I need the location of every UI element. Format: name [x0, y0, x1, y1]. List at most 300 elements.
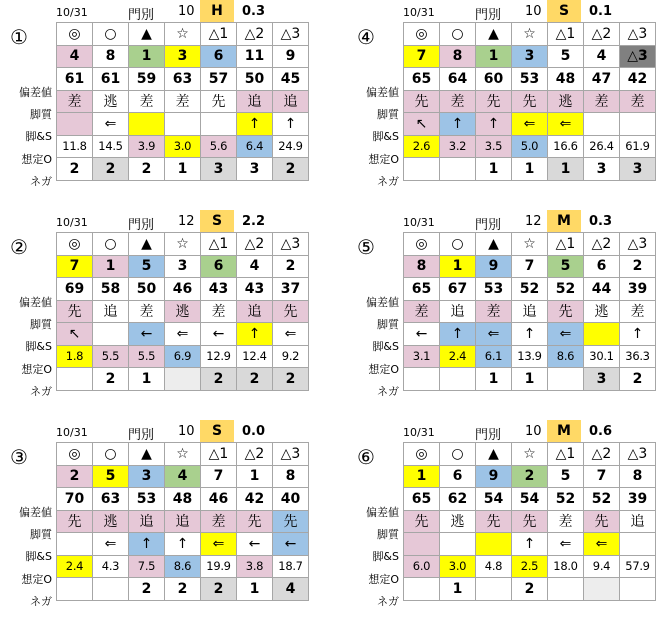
track-bias-value: 0.3	[242, 4, 266, 19]
odds-cell: 4.3	[93, 555, 129, 578]
horse-number-cell: 1	[93, 255, 129, 278]
horse-number-cell: 2	[512, 465, 548, 488]
score-cell: 42	[237, 488, 273, 511]
negative-cell: 3	[237, 158, 273, 181]
grid-row	[57, 135, 309, 158]
score-cell: 43	[201, 278, 237, 301]
negative-cell: 1	[129, 368, 165, 391]
race-header	[0, 0, 330, 22]
score-cell: 42	[620, 68, 656, 91]
negative-cell: 1	[512, 368, 548, 391]
odds-cell: 3.1	[404, 345, 440, 368]
running-style-cell: 先	[201, 90, 237, 113]
odds-cell: 14.5	[93, 135, 129, 158]
horse-number-cell: 3	[512, 45, 548, 68]
pace-arrow-cell: ⇐	[93, 113, 129, 136]
row-label: 偏差値	[366, 506, 399, 519]
row-label: 脚&S	[372, 130, 399, 143]
grid-row	[404, 533, 656, 556]
pace-arrow-cell: ↖	[57, 323, 93, 346]
negative-cell: 2	[129, 158, 165, 181]
running-style-cell: 逃	[165, 300, 201, 323]
pace-arrow-cell	[57, 113, 93, 136]
odds-cell: 6.0	[404, 555, 440, 578]
grid-row	[404, 300, 656, 323]
score-cell: 39	[620, 488, 656, 511]
race-index: ③	[10, 445, 28, 469]
score-cell: 37	[273, 278, 309, 301]
row-label: ネガ	[377, 175, 399, 188]
running-style-cell: 差	[201, 300, 237, 323]
race-panel	[0, 0, 330, 200]
odds-cell: 5.6	[201, 135, 237, 158]
running-style-cell: 追	[440, 300, 476, 323]
row-label: 想定O	[21, 153, 52, 166]
horse-number-cell: 5	[548, 465, 584, 488]
pace-arrow-cell: ←	[201, 323, 237, 346]
running-style-cell: 差	[548, 510, 584, 533]
running-style-cell: 追	[129, 510, 165, 533]
score-cell: 50	[237, 68, 273, 91]
pace-arrow-cell: ⇐	[273, 323, 309, 346]
score-cell: 65	[404, 488, 440, 511]
pace-arrow-cell: ⇐	[165, 323, 201, 346]
horse-number-cell: 6	[584, 255, 620, 278]
race-number: 10	[178, 4, 195, 19]
row-label: 脚質	[30, 318, 52, 331]
row-label: ネガ	[377, 385, 399, 398]
negative-cell: 3	[620, 158, 656, 181]
negative-cell	[404, 158, 440, 181]
grid-row	[404, 368, 656, 391]
pace-arrow-cell: ↑	[237, 113, 273, 136]
header-cell: ○	[440, 23, 476, 46]
negative-cell: 2	[93, 368, 129, 391]
race-grid	[56, 22, 309, 181]
grid-row	[404, 113, 656, 136]
negative-cell	[404, 578, 440, 601]
race-venue: 門別	[475, 218, 502, 233]
score-cell: 53	[512, 68, 548, 91]
negative-cell	[440, 158, 476, 181]
race-number: 10	[525, 424, 542, 439]
score-cell: 57	[201, 68, 237, 91]
header-cell: ◎	[57, 233, 93, 256]
grid-row	[404, 510, 656, 533]
pace-arrow-cell: ⇐	[201, 533, 237, 556]
negative-cell	[165, 368, 201, 391]
running-style-cell: 差	[476, 300, 512, 323]
running-style-cell: 追	[165, 510, 201, 533]
horse-number-cell: 4	[584, 45, 620, 68]
header-cell: ☆	[165, 233, 201, 256]
row-label: ネガ	[377, 595, 399, 608]
header-cell: ○	[93, 23, 129, 46]
grid-row	[404, 255, 656, 278]
grid-row	[57, 233, 309, 256]
pace-arrow-cell: ↑	[237, 323, 273, 346]
header-cell: △1	[548, 443, 584, 466]
grid-row	[57, 90, 309, 113]
grid-row	[404, 90, 656, 113]
race-header	[0, 420, 330, 442]
header-cell: △2	[584, 233, 620, 256]
pace-arrow-cell: ↑	[440, 113, 476, 136]
pace-arrow-cell: ⇐	[548, 113, 584, 136]
odds-cell: 5.5	[93, 345, 129, 368]
horse-number-cell: 3	[165, 255, 201, 278]
horse-number-cell: 7	[201, 465, 237, 488]
running-style-cell: 差	[584, 90, 620, 113]
running-style-cell: 先	[584, 510, 620, 533]
row-label: 脚質	[377, 318, 399, 331]
race-header	[347, 420, 663, 442]
header-cell: ◎	[57, 23, 93, 46]
score-cell: 53	[129, 488, 165, 511]
track-condition: S	[200, 420, 234, 442]
odds-cell: 3.8	[237, 555, 273, 578]
negative-cell	[620, 578, 656, 601]
grid-row	[57, 158, 309, 181]
race-date: 10/31	[403, 6, 435, 19]
grid-row	[57, 488, 309, 511]
pace-arrow-cell: ←	[273, 533, 309, 556]
track-condition: S	[547, 0, 581, 22]
grid-row	[57, 323, 309, 346]
odds-cell: 61.9	[620, 135, 656, 158]
horse-number-cell: 1	[237, 465, 273, 488]
score-cell: 59	[129, 68, 165, 91]
odds-cell: 5.0	[512, 135, 548, 158]
race-venue: 門別	[128, 428, 155, 443]
score-cell: 52	[512, 278, 548, 301]
score-cell: 46	[165, 278, 201, 301]
header-cell: ◎	[404, 443, 440, 466]
horse-number-cell: 9	[476, 465, 512, 488]
pace-arrow-cell: ⇐	[476, 323, 512, 346]
row-label: ネガ	[30, 175, 52, 188]
pace-arrow-cell: ←	[404, 323, 440, 346]
track-condition: S	[200, 210, 234, 232]
odds-cell: 18.7	[273, 555, 309, 578]
header-cell: ☆	[512, 233, 548, 256]
track-condition: M	[547, 420, 581, 442]
horse-number-cell: 1	[440, 255, 476, 278]
horse-number-cell: 6	[440, 465, 476, 488]
running-style-cell: 追	[93, 300, 129, 323]
race-date: 10/31	[56, 216, 88, 229]
header-cell: △3	[620, 233, 656, 256]
horse-number-cell: 1	[129, 45, 165, 68]
grid-row	[404, 555, 656, 578]
header-cell: ▲	[476, 23, 512, 46]
row-label: 偏差値	[19, 86, 52, 99]
horse-number-cell: 3	[165, 45, 201, 68]
odds-cell: 12.4	[237, 345, 273, 368]
horse-number-cell: 9	[273, 45, 309, 68]
negative-cell: 2	[93, 158, 129, 181]
horse-number-cell: 4	[57, 45, 93, 68]
odds-cell: 7.5	[129, 555, 165, 578]
row-label: 想定O	[21, 573, 52, 586]
running-style-cell: 差	[440, 90, 476, 113]
grid-row	[404, 23, 656, 46]
grid-row	[404, 443, 656, 466]
horse-number-cell: 6	[201, 255, 237, 278]
header-cell: △3	[273, 233, 309, 256]
running-style-cell: 先	[57, 300, 93, 323]
horse-number-cell: 7	[57, 255, 93, 278]
negative-cell: 1	[237, 578, 273, 601]
running-style-cell: 先	[237, 510, 273, 533]
running-style-cell: 差	[201, 510, 237, 533]
row-label: 脚&S	[372, 340, 399, 353]
horse-number-cell: 7	[584, 465, 620, 488]
score-cell: 47	[584, 68, 620, 91]
negative-cell: 2	[129, 578, 165, 601]
race-grid	[56, 442, 309, 601]
running-style-cell: 先	[512, 90, 548, 113]
negative-cell	[404, 368, 440, 391]
header-cell: △3	[273, 443, 309, 466]
grid-row	[404, 465, 656, 488]
running-style-cell: 先	[273, 300, 309, 323]
header-cell: ○	[440, 443, 476, 466]
pace-arrow-cell: ↑	[165, 533, 201, 556]
negative-cell	[57, 368, 93, 391]
score-cell: 58	[93, 278, 129, 301]
negative-cell: 2	[237, 368, 273, 391]
horse-number-cell: 8	[440, 45, 476, 68]
pace-arrow-cell: ⇐	[548, 323, 584, 346]
score-cell: 45	[273, 68, 309, 91]
horse-number-cell: 6	[201, 45, 237, 68]
race-header	[347, 210, 663, 232]
pace-arrow-cell: ←	[237, 533, 273, 556]
negative-cell: 2	[201, 578, 237, 601]
score-cell: 67	[440, 278, 476, 301]
odds-cell: 30.1	[584, 345, 620, 368]
score-cell: 61	[57, 68, 93, 91]
pace-arrow-cell: ↑	[512, 533, 548, 556]
header-cell: △1	[548, 23, 584, 46]
horse-number-cell: △3	[620, 45, 656, 68]
grid-row	[57, 113, 309, 136]
score-cell: 44	[584, 278, 620, 301]
odds-cell: 57.9	[620, 555, 656, 578]
race-date: 10/31	[403, 426, 435, 439]
odds-cell: 9.4	[584, 555, 620, 578]
grid-row	[57, 555, 309, 578]
negative-cell: 2	[273, 158, 309, 181]
odds-cell: 36.3	[620, 345, 656, 368]
negative-cell: 2	[620, 368, 656, 391]
pace-arrow-cell: ↑	[512, 323, 548, 346]
grid-row	[57, 465, 309, 488]
header-cell: ▲	[476, 443, 512, 466]
row-label: 脚&S	[25, 550, 52, 563]
running-style-cell: 先	[512, 510, 548, 533]
race-venue: 門別	[475, 428, 502, 443]
running-style-cell: 差	[404, 300, 440, 323]
odds-cell: 3.9	[129, 135, 165, 158]
score-cell: 69	[57, 278, 93, 301]
row-label: 偏差値	[19, 296, 52, 309]
grid-row	[404, 278, 656, 301]
horse-number-cell: 9	[476, 255, 512, 278]
header-cell: △2	[584, 23, 620, 46]
negative-cell	[584, 578, 620, 601]
odds-cell: 3.0	[440, 555, 476, 578]
race-venue: 門別	[128, 8, 155, 23]
track-bias-value: 2.2	[242, 214, 266, 229]
row-label: ネガ	[30, 385, 52, 398]
score-cell: 52	[548, 278, 584, 301]
running-style-cell: 先	[404, 90, 440, 113]
header-cell: △1	[201, 443, 237, 466]
header-cell: ▲	[129, 23, 165, 46]
grid-row	[57, 45, 309, 68]
pace-arrow-cell	[584, 323, 620, 346]
row-label: ネガ	[30, 595, 52, 608]
horse-number-cell: 11	[237, 45, 273, 68]
pace-arrow-cell	[93, 323, 129, 346]
running-style-cell: 逃	[584, 300, 620, 323]
pace-arrow-cell	[201, 113, 237, 136]
pace-arrow-cell	[129, 113, 165, 136]
running-style-cell: 差	[57, 90, 93, 113]
header-cell: △1	[201, 23, 237, 46]
row-label: 想定O	[368, 153, 399, 166]
header-cell: △2	[237, 443, 273, 466]
score-cell: 65	[404, 278, 440, 301]
pace-arrow-cell: ⇐	[548, 533, 584, 556]
score-cell: 43	[237, 278, 273, 301]
grid-row	[57, 23, 309, 46]
horse-number-cell: 8	[404, 255, 440, 278]
grid-row	[57, 255, 309, 278]
race-venue: 門別	[475, 8, 502, 23]
running-style-cell: 追	[512, 300, 548, 323]
horse-number-cell: 1	[404, 465, 440, 488]
score-cell: 62	[440, 488, 476, 511]
grid-row	[404, 488, 656, 511]
horse-number-cell: 5	[548, 45, 584, 68]
horse-number-cell: 7	[512, 255, 548, 278]
negative-cell: 1	[476, 158, 512, 181]
row-label: 脚&S	[25, 130, 52, 143]
running-style-cell: 先	[273, 510, 309, 533]
header-cell: ☆	[512, 23, 548, 46]
score-cell: 63	[165, 68, 201, 91]
race-grid	[56, 232, 309, 391]
negative-cell: 2	[512, 578, 548, 601]
odds-cell: 1.8	[57, 345, 93, 368]
odds-cell: 6.1	[476, 345, 512, 368]
negative-cell: 3	[584, 158, 620, 181]
horse-number-cell: 5	[93, 465, 129, 488]
pace-arrow-cell: ↑	[620, 323, 656, 346]
score-cell: 54	[476, 488, 512, 511]
negative-cell: 3	[201, 158, 237, 181]
running-style-cell: 逃	[93, 510, 129, 533]
score-cell: 70	[57, 488, 93, 511]
horse-number-cell: 7	[404, 45, 440, 68]
negative-cell	[57, 578, 93, 601]
track-condition: H	[200, 0, 234, 22]
race-date: 10/31	[403, 216, 435, 229]
row-label: 脚&S	[372, 550, 399, 563]
score-cell: 52	[548, 488, 584, 511]
odds-cell: 2.6	[404, 135, 440, 158]
score-cell: 40	[273, 488, 309, 511]
grid-row	[57, 533, 309, 556]
race-date: 10/31	[56, 6, 88, 19]
header-cell: ☆	[512, 443, 548, 466]
race-index: ④	[357, 25, 375, 49]
running-style-cell: 先	[57, 510, 93, 533]
negative-cell: 4	[273, 578, 309, 601]
odds-cell: 24.9	[273, 135, 309, 158]
row-label: 脚&S	[25, 340, 52, 353]
score-cell: 48	[165, 488, 201, 511]
odds-cell: 2.4	[440, 345, 476, 368]
header-cell: ◎	[404, 23, 440, 46]
race-index: ⑤	[357, 235, 375, 259]
pace-arrow-cell	[404, 533, 440, 556]
negative-cell: 1	[476, 368, 512, 391]
odds-cell: 19.9	[201, 555, 237, 578]
score-cell: 46	[201, 488, 237, 511]
grid-row	[404, 158, 656, 181]
track-bias-value: 0.1	[589, 4, 613, 19]
race-panel	[347, 420, 663, 620]
negative-cell	[440, 368, 476, 391]
header-cell: △2	[237, 233, 273, 256]
odds-cell: 11.8	[57, 135, 93, 158]
header-cell: ☆	[165, 443, 201, 466]
header-cell: △2	[584, 443, 620, 466]
horse-number-cell: 8	[620, 465, 656, 488]
odds-cell: 13.9	[512, 345, 548, 368]
negative-cell: 2	[57, 158, 93, 181]
running-style-cell: 差	[165, 90, 201, 113]
pace-arrow-cell	[620, 113, 656, 136]
horse-number-cell: 5	[548, 255, 584, 278]
header-cell: ◎	[57, 443, 93, 466]
grid-row	[404, 45, 656, 68]
pace-arrow-cell	[620, 533, 656, 556]
grid-row	[404, 68, 656, 91]
race-venue: 門別	[128, 218, 155, 233]
negative-cell	[476, 578, 512, 601]
race-panel	[347, 0, 663, 200]
running-style-cell: 差	[620, 300, 656, 323]
odds-cell: 8.6	[165, 555, 201, 578]
odds-cell: 3.0	[165, 135, 201, 158]
row-label: 想定O	[368, 363, 399, 376]
header-cell: △1	[548, 233, 584, 256]
odds-cell: 2.5	[512, 555, 548, 578]
running-style-cell: 差	[620, 90, 656, 113]
pace-arrow-cell	[476, 533, 512, 556]
score-cell: 64	[440, 68, 476, 91]
header-cell: ▲	[476, 233, 512, 256]
running-style-cell: 先	[476, 90, 512, 113]
negative-cell: 1	[548, 158, 584, 181]
horse-number-cell: 2	[620, 255, 656, 278]
track-bias-value: 0.3	[589, 214, 613, 229]
